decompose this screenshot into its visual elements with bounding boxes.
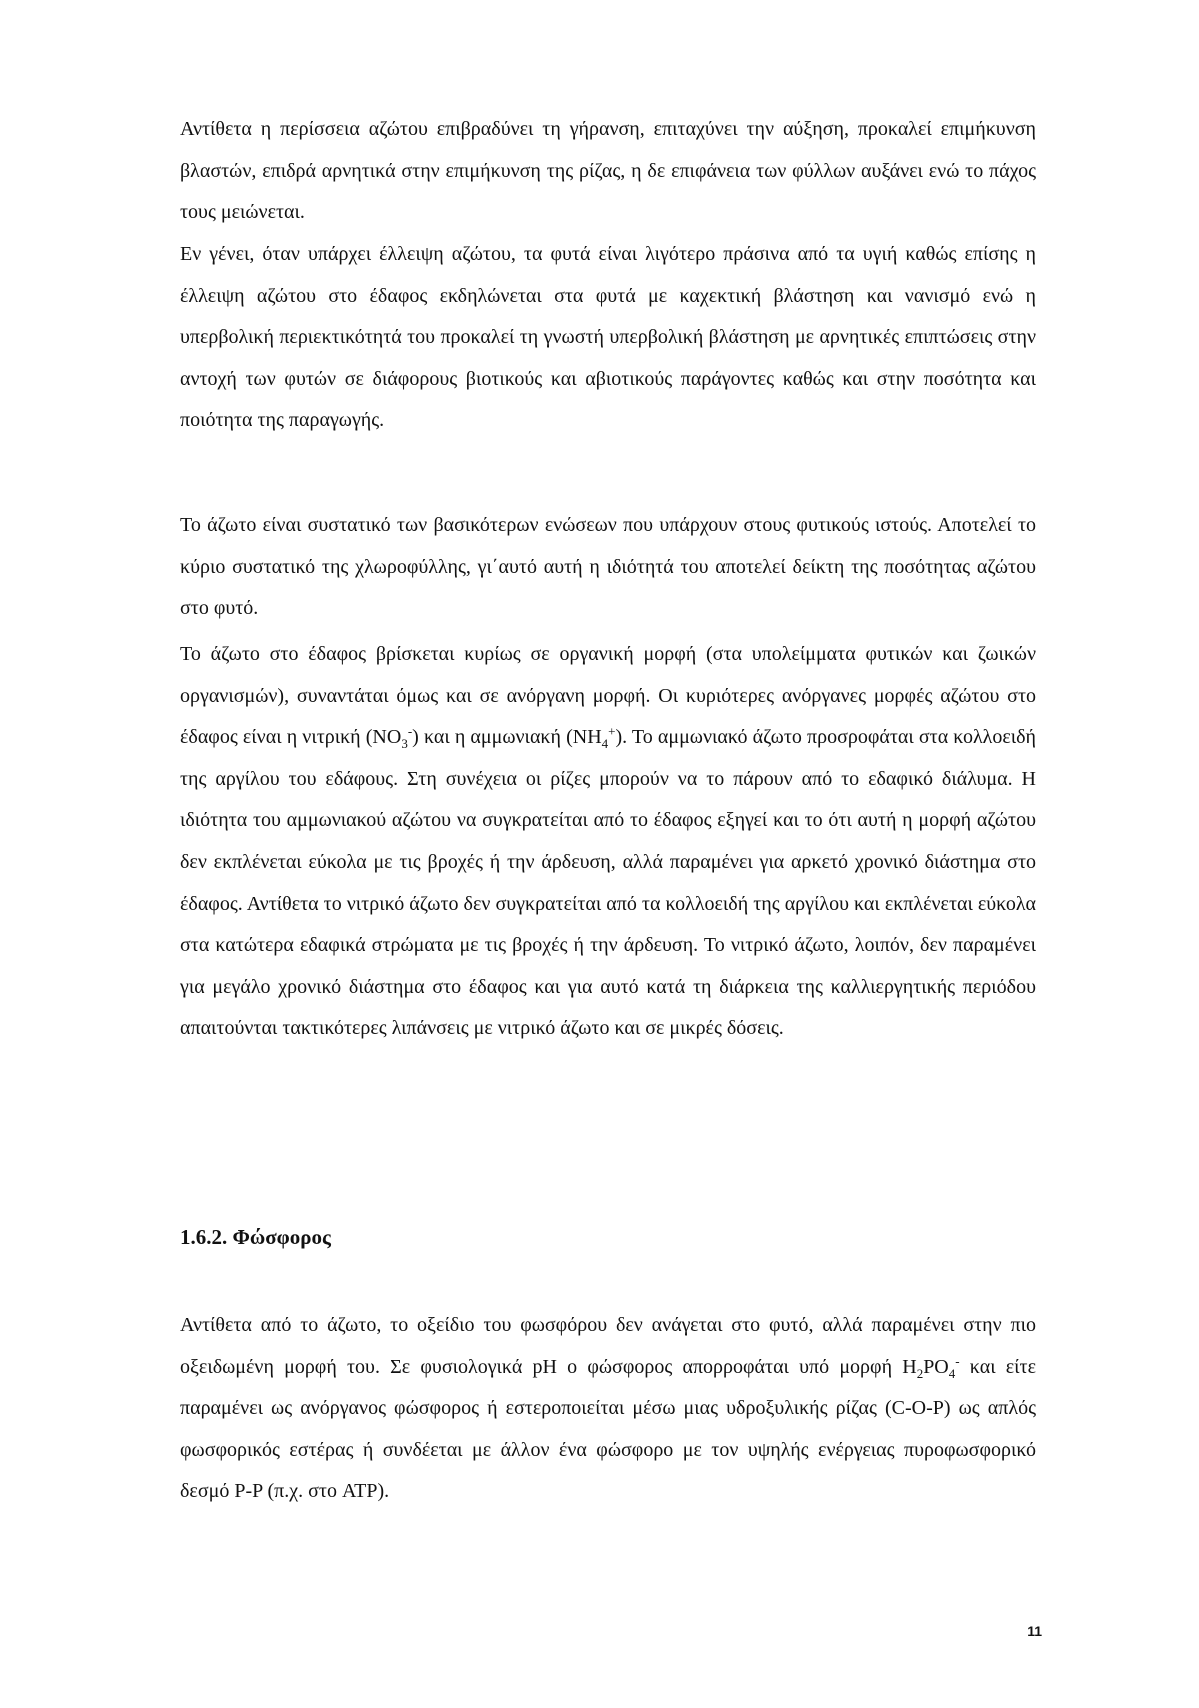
- ammonium-superscript: +: [608, 723, 616, 739]
- nitrate-superscript: -: [407, 723, 413, 739]
- phosphorus-text-b: PO: [923, 1355, 949, 1378]
- phosphorus-text-a: Αντίθετα από το άζωτο, το οξείδιο του φωσφόρου δεν ανάγεται στο φυτό, αλλά παραμένει στην πιο οξειδωμένη μορφή του. Σε φυσιολογικά pH ο φώσφορος απορροφάται υπό μορφή H: [180, 1314, 1036, 1378]
- paragraph-nitrogen-excess: Αντίθετα η περίσσεια αζώτου επιβραδύνει τη γήρανση, επιταχύνει την αύξηση, προκαλεί επιμήκυνση βλαστών, επιδρά αρνητικά στην επιμήκυνση της ρίζας, η δε επιφάνεια των φύλλων αυξάνει ενώ το πάχος τους μειώνεται.: [180, 118, 1036, 224]
- paragraph-soil-nitrogen: [180, 634, 1036, 1050]
- soil-nitrogen-text-a: Το άζωτο στο έδαφος βρίσκεται κυρίως σε οργανική μορφή (στα υπολείμματα φυτικών και ζωικών οργανισμών), συναντάται όμως και σε ανόργανη μορφή. Οι κυριότερες ανόργανες μορφές αζώτου στο έδαφος είναι η νιτρική (NO: [180, 643, 1036, 749]
- paragraph-nitrogen-deficiency: Εν γένει, όταν υπάρχει έλλειψη αζώτου, τα φυτά είναι λιγότερο πράσινα από τα υγιή καθώς επίσης η έλλειψη αζώτου στο έδαφος εκδηλώνεται στα φυτά με καχεκτική βλάστηση και νανισμό ενώ η υπερβολική περιεκτικότητά του προκαλεί τη γνωστή υπερβολική βλάστηση με αρνητικές επιπτώσεις στην αντοχή των φυτών σε διάφορους βιοτικούς και αβιοτικούς παράγοντες καθώς και στην ποσότητα και ποιότητα της παραγωγής.: [180, 243, 1036, 432]
- phosphate-o-subscript: 4: [948, 1365, 956, 1381]
- ammonium-subscript: 4: [601, 736, 609, 752]
- soil-nitrogen-text-b: ) και η αμμωνιακή (NH: [412, 726, 602, 749]
- phosphate-h-subscript: 2: [916, 1365, 924, 1381]
- soil-nitrogen-text-c: ). Το αμμωνιακό άζωτο προσροφάται στα κολλοειδή της αργίλου του εδάφους. Στη συνέχεια οι ρίζες μπορούν να το πάρουν από το εδαφικό διάλυμα. Η ιδιότητα του αμμωνιακού αζώτου να συγκρατείται από το έδαφος εξηγεί και το ότι αυτή η μορφή αζώτου δεν εκπλένεται εύκολα με τις βροχές ή την άρδευση, αλλά παραμένει για αρκετό χρονικό διάστημα στο έδαφος. Αντίθετα το νιτρικό άζωτο δεν συγκρατείται από τα κολλοειδή της αργίλου και εκπλένεται εύκολα στα κατώτερα εδαφικά στρώματα με τις βροχές ή την άρδευση. Το νιτρικό άζωτο, λοιπόν, δεν παραμένει για μεγάλο χρονικό διάστημα στο έδαφος και για αυτό κατά τη διάρκεια της καλλιεργητικής περιόδου απαιτούνται τακτικότερες λιπάνσεις με νιτρικό άζωτο και σε μικρές δόσεις.: [180, 726, 1036, 1040]
- page-number: 11: [1027, 1623, 1042, 1639]
- paragraph-nitrogen-component: Το άζωτο είναι συστατικό των βασικότερων ενώσεων που υπάρχουν στους φυτικούς ιστούς. Αποτελεί το κύριο συστατικό της χλωροφύλλης, γι΄αυτό αυτή η ιδιότητά του αποτελεί δείκτη της ποσότητας αζώτου στο φυτό.: [180, 514, 1036, 620]
- paragraph-phosphorus: [180, 1305, 1036, 1513]
- nitrate-subscript: 3: [401, 736, 408, 752]
- phosphate-superscript: -: [955, 1352, 960, 1368]
- phosphorus-text-c: και είτε παραμένει ως ανόργανος φώσφορος ή εστεροποιείται μέσω μιας υδροξυλικής ρίζας (C-O-P) ως απλός φωσφορικός εστέρας ή συνδέεται με άλλον ένα φώσφορο με τον υψηλής ενέργειας πυροφωσφορικό δεσμό P-P (π.χ. στο ATP).: [180, 1355, 1036, 1503]
- section-heading-phosphorus: 1.6.2. Φώσφορος: [180, 1225, 331, 1249]
